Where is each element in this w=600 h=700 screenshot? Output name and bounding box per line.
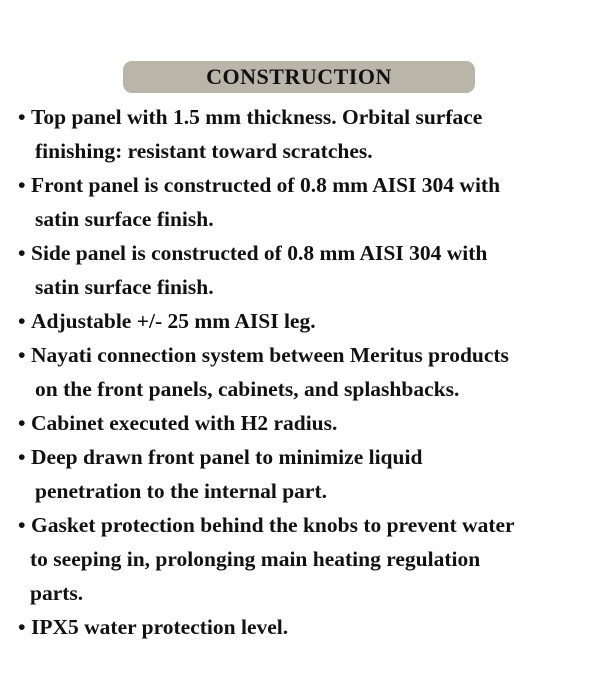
list-item-text: Cabinet executed with H2 radius. <box>31 411 338 435</box>
section-header <box>123 61 475 93</box>
list-item-continuation: finishing: resistant toward scratches. <box>35 139 373 163</box>
list-item-continuation: penetration to the internal part. <box>35 479 328 503</box>
list-item-text: Top panel with 1.5 mm thickness. Orbital surface <box>31 105 483 129</box>
list-item-text: Side panel is constructed of 0.8 mm AISI 304 with <box>31 241 488 265</box>
list-item <box>18 340 509 370</box>
list-item-text: Adjustable +/- 25 mm AISI leg. <box>31 309 316 333</box>
section-title: CONSTRUCTION <box>206 64 392 89</box>
bullet-icon: • <box>18 343 26 367</box>
list-item-continuation: satin surface finish. <box>35 207 214 231</box>
list-item <box>18 612 288 642</box>
list-item-text: IPX5 water protection level. <box>31 615 289 639</box>
list-item-text: Gasket protection behind the knobs to prevent water <box>31 513 515 537</box>
list-item <box>18 306 316 336</box>
bullet-icon: • <box>18 309 26 333</box>
bullet-icon: • <box>18 411 26 435</box>
list-item-continuation: to seeping in, prolonging main heating regulation <box>30 547 481 571</box>
list-item-continuation: parts. <box>30 581 84 605</box>
list-item <box>18 170 500 200</box>
list-item <box>18 408 337 438</box>
list-item-text: Front panel is constructed of 0.8 mm AISI 304 with <box>31 173 501 197</box>
list-item <box>18 102 482 132</box>
bullet-icon: • <box>18 513 26 537</box>
list-item <box>18 510 515 540</box>
list-item-text: Nayati connection system between Meritus products <box>31 343 509 367</box>
list-item <box>18 238 487 268</box>
bullet-icon: • <box>18 241 26 265</box>
bullet-icon: • <box>18 173 26 197</box>
list-item-continuation: satin surface finish. <box>35 275 214 299</box>
list-item-text: Deep drawn front panel to minimize liquid <box>31 445 423 469</box>
bullet-icon: • <box>18 615 26 639</box>
bullet-icon: • <box>18 105 26 129</box>
bullet-icon: • <box>18 445 26 469</box>
list-item <box>18 442 422 472</box>
list-item-continuation: on the front panels, cabinets, and splashbacks. <box>35 377 460 401</box>
